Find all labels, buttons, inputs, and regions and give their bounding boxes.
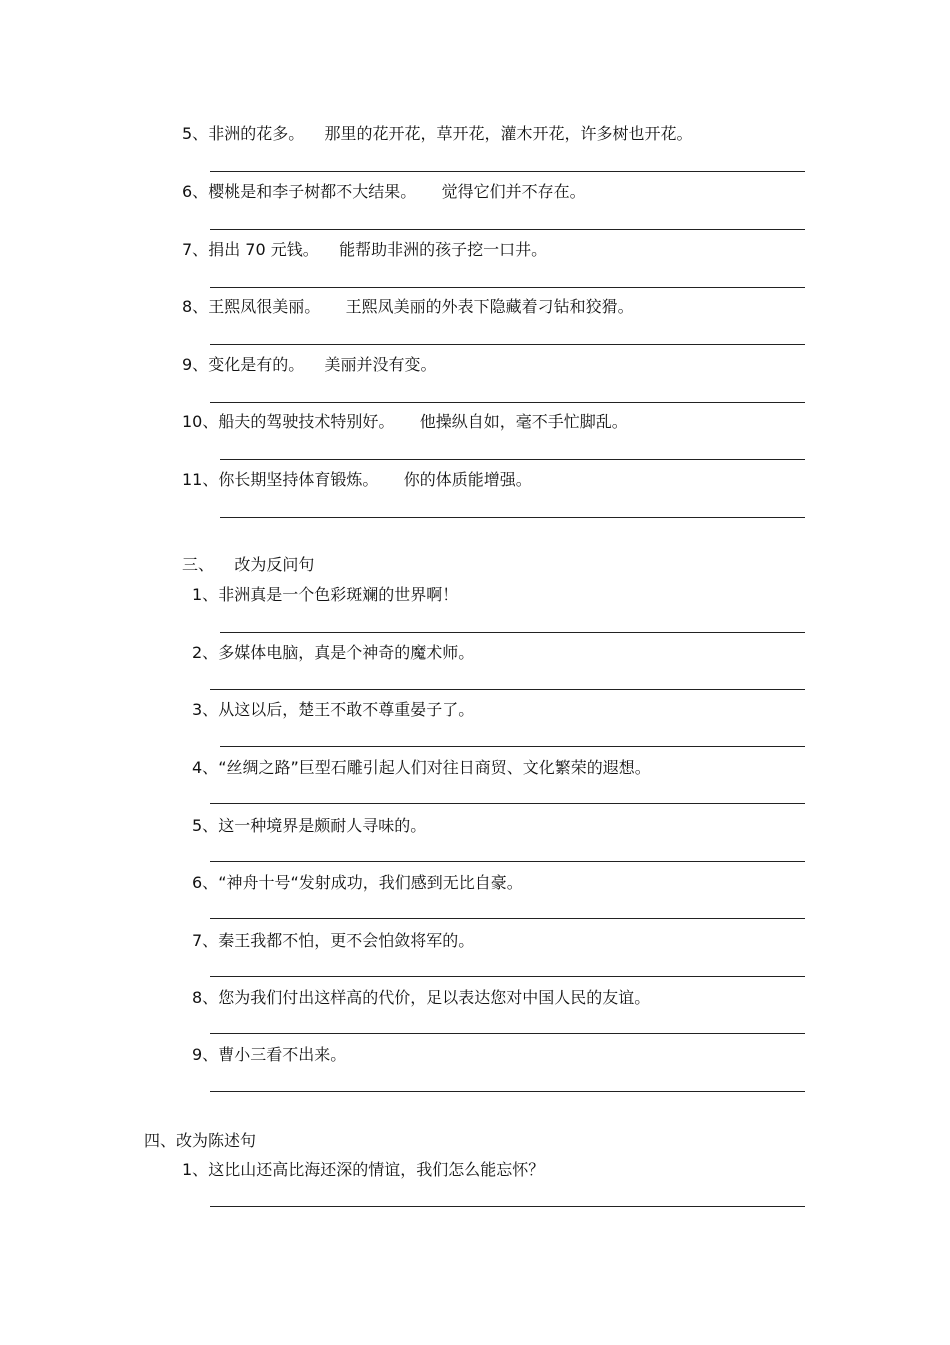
question-4-1 — [182, 1160, 544, 1180]
answer-line[interactable] — [210, 171, 805, 172]
question-text: 您为我们付出这样高的代价，足以表达您对中国人民的友谊。 — [218, 988, 651, 1007]
question-number: 10、 — [182, 412, 219, 431]
answer-line[interactable] — [210, 976, 805, 977]
section-3-title: 三、 改为反问句 — [182, 555, 315, 574]
answer-line[interactable] — [210, 861, 805, 862]
question-2-6 — [182, 182, 586, 202]
question-number: 8、 — [192, 988, 219, 1007]
answer-line[interactable] — [210, 803, 805, 804]
question-3-1 — [192, 585, 458, 605]
question-text: 樱桃是和李子树都不大结果。 觉得它们并不存在。 — [208, 182, 586, 201]
answer-line[interactable] — [220, 746, 805, 747]
question-text: 非洲的花多。 那里的花开花，草开花，灌木开花，许多树也开花。 — [208, 124, 693, 143]
section-4-title: 四、改为陈述句 — [144, 1131, 257, 1150]
question-3-3 — [192, 700, 474, 720]
question-2-9 — [182, 355, 437, 375]
question-3-2 — [192, 643, 474, 663]
question-text: 船夫的驾驶技术特别好。 他操纵自如，毫不手忙脚乱。 — [218, 412, 628, 431]
question-text: 这比山还高比海还深的情谊，我们怎么能忘怀？ — [208, 1160, 545, 1179]
question-text: “丝绸之路”巨型石雕引起人们对往日商贸、文化繁荣的遐想。 — [218, 758, 651, 777]
question-2-5 — [182, 124, 693, 144]
answer-line[interactable] — [220, 632, 805, 633]
answer-line[interactable] — [210, 229, 805, 230]
question-text: 王熙凤很美丽。 王熙凤美丽的外表下隐藏着刁钻和狡猾。 — [208, 297, 634, 316]
answer-line[interactable] — [210, 344, 805, 345]
question-number: 9、 — [182, 355, 209, 374]
question-number: 3、 — [192, 700, 219, 719]
question-text: 非洲真是一个色彩斑斓的世界啊！ — [218, 585, 459, 604]
question-text: 这一种境界是颇耐人寻味的。 — [218, 816, 427, 835]
question-number: 7、 — [182, 240, 209, 259]
question-number: 1、 — [182, 1160, 209, 1179]
answer-line[interactable] — [210, 1091, 805, 1092]
question-2-7 — [182, 240, 547, 260]
question-number: 7、 — [192, 931, 219, 950]
question-number: 4、 — [192, 758, 219, 777]
question-text: 曹小三看不出来。 — [218, 1045, 347, 1064]
answer-line[interactable] — [210, 689, 805, 690]
question-text: “神舟十号“发射成功，我们感到无比自豪。 — [218, 873, 523, 892]
answer-line[interactable] — [210, 287, 805, 288]
question-text: 变化是有的。 美丽并没有变。 — [208, 355, 437, 374]
question-3-5 — [192, 816, 426, 836]
question-number: 8、 — [182, 297, 209, 316]
question-number: 5、 — [192, 816, 219, 835]
question-number: 2、 — [192, 643, 219, 662]
question-3-7 — [192, 931, 474, 951]
question-text: 从这以后，楚王不敢不尊重晏子了。 — [218, 700, 475, 719]
question-number: 6、 — [182, 182, 209, 201]
question-2-10 — [182, 412, 628, 432]
question-3-9 — [192, 1045, 346, 1065]
answer-line[interactable] — [210, 1033, 805, 1034]
answer-line[interactable] — [210, 1206, 805, 1207]
question-2-8 — [182, 297, 634, 317]
answer-line[interactable] — [210, 918, 805, 919]
question-3-6 — [192, 873, 523, 893]
answer-line[interactable] — [220, 517, 805, 518]
question-3-4 — [192, 758, 651, 778]
question-text: 多媒体电脑，真是个神奇的魔术师。 — [218, 643, 475, 662]
answer-line[interactable] — [220, 459, 805, 460]
question-number: 1、 — [192, 585, 219, 604]
question-3-8 — [192, 988, 650, 1008]
answer-line[interactable] — [210, 402, 805, 403]
question-number: 11、 — [182, 470, 219, 489]
question-text: 秦王我都不怕，更不会怕敛将军的。 — [218, 931, 475, 950]
question-2-11 — [182, 470, 532, 490]
question-number: 6、 — [192, 873, 219, 892]
question-text: 你长期坚持体育锻炼。 你的体质能增强。 — [218, 470, 532, 489]
question-number: 5、 — [182, 124, 209, 143]
question-text: 捐出 70 元钱。 能帮助非洲的孩子挖一口井。 — [208, 240, 548, 259]
question-number: 9、 — [192, 1045, 219, 1064]
